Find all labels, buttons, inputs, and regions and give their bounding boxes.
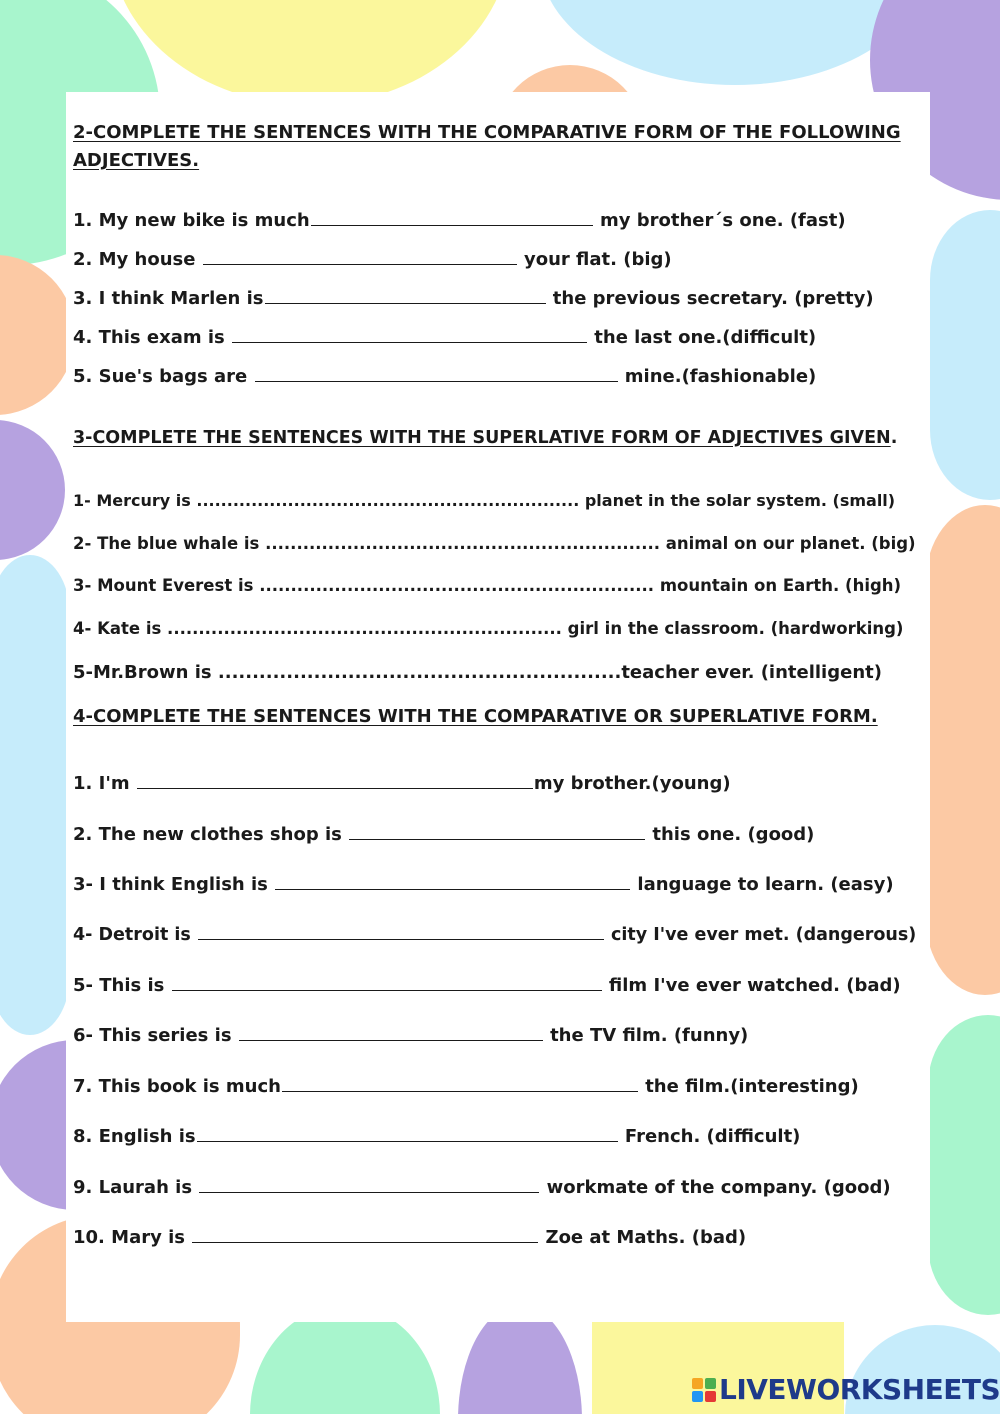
s4-q9-text-before: 9. Laurah is	[73, 1177, 199, 1198]
s4-q9-text-after: workmate of the company. (good)	[540, 1177, 891, 1198]
s3-q3-text-after: mountain on Earth. (high)	[654, 576, 902, 595]
s4-q4-text-before: 4- Detroit is	[73, 925, 197, 945]
section-3-heading-period: .	[890, 428, 898, 448]
liveworksheets-logo	[692, 1373, 1000, 1407]
s2-q4-text-after: the last one.(difficult)	[588, 327, 817, 348]
s2-q3-text-before: 3. I think Marlen is	[73, 288, 264, 309]
s4-q10-text-before: 10. Mary is	[73, 1227, 192, 1248]
s4-q9-blank[interactable]	[199, 1188, 539, 1193]
s3-question-2	[73, 534, 916, 553]
s3-q1-dotted-blank[interactable]: ...............................................................	[196, 491, 580, 510]
s3-q3-dotted-blank[interactable]: ...............................................................	[259, 576, 655, 595]
s4-q7-text-before: 7. This book is much	[73, 1076, 281, 1097]
s4-q8-text-after: French. (difficult)	[618, 1126, 801, 1147]
s4-q5-blank[interactable]	[172, 986, 602, 991]
s2-question-2	[73, 249, 672, 270]
s4-q8-text-before: 8. English is	[73, 1126, 196, 1147]
s4-q7-text-after: the film.(interesting)	[638, 1076, 859, 1097]
s4-q10-blank[interactable]	[192, 1238, 538, 1243]
s4-q5-text-before: 5- This is	[73, 975, 171, 996]
s3-q2-text-before: 2- The blue whale is	[73, 534, 266, 553]
s3-q1-text-after: planet in the solar system. (small)	[579, 491, 896, 510]
bg-circle-purple-left	[0, 420, 65, 560]
s4-question-1	[73, 773, 731, 794]
s4-q4-text-after: city I've ever met. (dangerous)	[604, 925, 917, 945]
s4-q1-text-before: 1. I'm	[73, 773, 136, 794]
bg-green-right	[928, 1015, 1000, 1315]
s3-q5-text-after: teacher ever. (intelligent)	[621, 662, 882, 683]
section-4-heading: 4-COMPLETE THE SENTENCES WITH THE COMPARATIVE OR SUPERLATIVE FORM.	[73, 706, 878, 727]
s2-q1-blank[interactable]	[311, 221, 593, 226]
liveworksheets-logo-icon	[692, 1378, 716, 1402]
s4-question-8	[73, 1126, 800, 1147]
s2-question-3	[73, 288, 874, 309]
s3-q4-text-before: 4- Kate is	[73, 619, 168, 638]
s4-question-4	[73, 925, 916, 945]
s3-question-3	[73, 576, 901, 595]
section-3-heading-text: 3-COMPLETE THE SENTENCES WITH THE SUPERLATIVE FORM OF ADJECTIVES GIVEN	[73, 428, 891, 448]
s3-question-1	[73, 491, 895, 510]
s2-q5-text-after: mine.(fashionable)	[618, 366, 817, 387]
s4-q6-blank[interactable]	[239, 1036, 543, 1041]
s4-q1-blank[interactable]	[137, 784, 533, 789]
s4-q4-blank[interactable]	[198, 935, 604, 940]
s4-q2-text-before: 2. The new clothes shop is	[73, 824, 349, 845]
s2-q3-text-after: the previous secretary. (pretty)	[546, 288, 874, 309]
bg-peach-right	[925, 505, 1000, 995]
s4-q3-blank[interactable]	[275, 885, 630, 890]
s4-question-10	[73, 1227, 746, 1248]
s3-question-4	[73, 619, 903, 638]
s3-q2-text-after: animal on our planet. (big)	[660, 534, 916, 553]
s4-q2-text-after: this one. (good)	[646, 824, 815, 845]
s4-q6-text-before: 6- This series is	[73, 1025, 238, 1046]
bg-blue-left-strip	[0, 555, 70, 1035]
bg-ellipse-yellow-top	[110, 0, 510, 105]
s4-q6-text-after: the TV film. (funny)	[543, 1025, 749, 1046]
bg-blue-right-top	[930, 210, 1000, 500]
s4-q3-text-after: language to learn. (easy)	[631, 874, 894, 895]
s3-q3-text-before: 3- Mount Everest is	[73, 576, 260, 595]
s4-question-3	[73, 874, 894, 895]
s2-q3-blank[interactable]	[265, 299, 546, 304]
s2-q4-text-before: 4. This exam is	[73, 327, 232, 348]
s3-q5-dotted-blank[interactable]: ...........................................................	[217, 662, 622, 683]
s2-q2-text-after: your flat. (big)	[517, 249, 672, 270]
s2-q5-text-before: 5. Sue's bags are	[73, 366, 254, 387]
s4-q3-text-before: 3- I think English is	[73, 874, 275, 895]
s2-question-4	[73, 327, 816, 348]
s3-q2-dotted-blank[interactable]: ...............................................................	[265, 534, 660, 553]
bg-circle-peach-left	[0, 255, 75, 415]
s4-q5-text-after: film I've ever watched. (bad)	[602, 975, 901, 996]
s2-q2-blank[interactable]	[203, 260, 517, 265]
s3-q4-dotted-blank[interactable]: ...............................................................	[167, 619, 562, 638]
s4-question-6	[73, 1025, 748, 1046]
liveworksheets-brand-text: LIVEWORKSHEETS	[719, 1373, 1000, 1406]
s4-q2-blank[interactable]	[349, 835, 645, 840]
s2-q4-blank[interactable]	[232, 338, 587, 343]
s3-question-5	[73, 662, 882, 683]
s4-q1-text-after: my brother.(young)	[533, 773, 731, 794]
s2-question-1	[73, 210, 846, 231]
s4-q8-blank[interactable]	[197, 1137, 618, 1142]
s2-q2-text-before: 2. My house	[73, 249, 202, 270]
s2-q1-text-before: 1. My new bike is much	[73, 210, 310, 231]
s3-q5-text-before: 5-Mr.Brown is	[73, 662, 218, 683]
s2-q5-blank[interactable]	[255, 377, 618, 382]
s2-q1-text-after: my brother´s one. (fast)	[593, 210, 846, 231]
s3-q1-text-before: 1- Mercury is	[73, 491, 197, 510]
s4-question-7	[73, 1076, 859, 1097]
s4-q10-text-after: Zoe at Maths. (bad)	[539, 1227, 747, 1248]
section-2-heading-line-2: ADJECTIVES.	[73, 150, 200, 171]
s4-question-2	[73, 824, 814, 845]
s3-q4-text-after: girl in the classroom. (hardworking)	[561, 619, 904, 638]
s2-question-5	[73, 366, 816, 387]
s4-q7-blank[interactable]	[282, 1087, 638, 1092]
s4-question-9	[73, 1177, 891, 1198]
section-3-heading	[73, 428, 897, 448]
section-2-heading-line-1: 2-COMPLETE THE SENTENCES WITH THE COMPARATIVE FORM OF THE FOLLOWING	[73, 122, 901, 143]
s4-question-5	[73, 975, 901, 996]
